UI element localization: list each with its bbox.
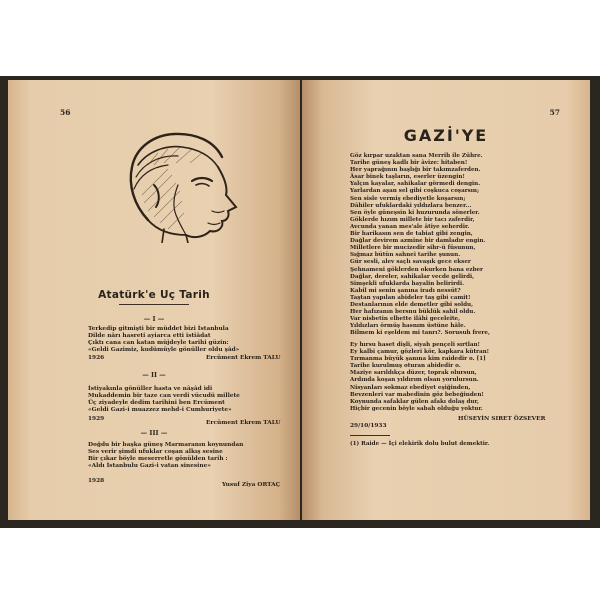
verse-line: Bir çıkar böyle meserretle gönülden tarih : (88, 456, 228, 463)
verse-line: «Aldı İstanbulu Gazi-i vatan sinesine» (88, 463, 211, 470)
year-2: 1929 (88, 416, 105, 422)
verse-line: İstiyakınla gönüller hasta ve nâşâd idi (88, 386, 213, 392)
left-page (8, 80, 300, 520)
year-1: 1926 (88, 355, 105, 361)
verse-line: Âsar binek taşların, eserler üzengin! (350, 174, 465, 181)
author-2: Ercüment Ekrem TALU (206, 420, 281, 426)
verse-line: Kabil mi senin şanına iradı nessüt? (350, 287, 461, 294)
verse-line: Terkedip gitmişti bir müddet bizi İstanbula (88, 326, 229, 332)
verse-line: Her hafızanın bersnu büklük sahil oldu. (350, 309, 476, 316)
verse-line: Ardında koşan yıldırım olsan yorulursun. (350, 377, 479, 384)
verse-line: Bilmem ki eşeldem mi tanrı?. Sorusuh frere, (350, 330, 490, 337)
verse-line: Mukaddemin bir taze can verdi vücudü millete (88, 393, 240, 400)
verse-line: Ses verir şimdi ufuklar coşan alkış sesine (88, 449, 223, 456)
verse-line: Ey hırsu haset dişli, siyah pençeli sırtlan! (350, 342, 480, 348)
poem-title-left: Atatürk'e Uç Tarih (8, 289, 300, 305)
poem-title-right: GAZİ'YE (403, 126, 489, 145)
verse-line: Ey kalbi çamur, gözleri kör, kapkara kütran! (350, 349, 490, 356)
verse-line: Göz kırpar uzaktan sana Merrih ile Zühre. (350, 153, 483, 159)
verse-line: Hiçbir gecenin böyle sabah olduğu yoktur. (350, 405, 483, 412)
verse-line: Taştan yapılan abideler taş gibi camit! (350, 294, 471, 301)
verse-line: Çıktı cana can katan müjdeyle tarihi güzin: (88, 340, 229, 347)
ataturk-portrait-icon (108, 125, 258, 243)
verse-line: Dilde nârı hasreti ayiarca etti istiâdat (88, 333, 211, 340)
verse-line: Yarlardan aşan sel gibi coşkuca coşarsın; (350, 188, 480, 195)
footnote: (1) Raide — İçi elekirik dolu bulut demektir. (350, 441, 490, 447)
poem-date: 29/10/1933 (350, 423, 387, 429)
verse-line: Her yaprağının başlığı bir takımzaferden. (350, 167, 481, 174)
verse-line: Koynunda safaklar gülen afakı dolaş dur, (350, 398, 479, 405)
verse-line: Avcunda yanan mes'ale âtiye seherdir. (350, 223, 470, 230)
verse-line: Sığmaz bütün sahnei tarihe şunun. (350, 252, 461, 259)
verse-line: Bir harikasın sen de tabiat gibi zengin, (350, 231, 473, 238)
verse-block-1 (88, 326, 300, 354)
right-page (302, 80, 590, 520)
verse-line: Sen öyle güneşsin ki huzurunda sönerler. (350, 209, 480, 216)
verse-block-3 (88, 442, 300, 470)
verse-line: Yıldızları örmüş hasnım üstüne hâle. (350, 323, 466, 330)
verse-line: Yalçın kayalar, sahikalar görmedi dengin. (350, 181, 481, 188)
verse-line: Tırmanma büyük şanına kim raidedir o. [1] (350, 356, 486, 363)
verse-line: Var nisbetin elbette ilâhi geceleite, (350, 316, 461, 323)
verse-line: Şehnameni göklerden okurken bana ezber (350, 266, 484, 273)
section-marker-3: — III — (140, 429, 168, 437)
verse-block-second (350, 342, 580, 413)
verse-line: Üç ziyadeyle dedim tarihini ben Ercüment (88, 400, 225, 407)
verse-line: Tarihe kurulmuş oturan abidedir o. (350, 363, 461, 370)
author-3: Yusuf Ziya ORTAÇ (222, 482, 281, 488)
verse-line: Sen sisle vermiş ebediyetle koşarsın; (350, 195, 466, 202)
verse-line: Milletlere bir mucizedir sihr-ü füsunun, (350, 245, 476, 252)
footnote-rule (350, 435, 390, 436)
verse-line: Dağlar devirem azmine bir damladır engin. (350, 238, 486, 245)
verse-block-2 (88, 386, 300, 414)
page-number-left: 56 (60, 108, 71, 117)
poem-author: HÜSEYİN SIRET ÖZSEVER (458, 416, 546, 422)
page-number-right: 57 (549, 108, 560, 117)
verse-line: Destanlarının elde demetler gibi soldu, (350, 301, 474, 308)
verse-line: Dâhiler ufuklardaki yıldızlara benzer... (350, 202, 472, 209)
verse-line: Dağlar, dereler, sahikalar vecde gelirdi, (350, 273, 475, 280)
verse-line: «Geldi Gazimiz, kudümüyle gönüller oldu şâd» (88, 347, 240, 354)
verse-block-main (350, 153, 580, 337)
verse-line: Doğdu bir başka güneş Marmaranın koynundan (88, 442, 244, 448)
verse-line: Göklerde hızım millete bir tacı zaferdir, (350, 216, 475, 223)
author-1: Ercüment Ekrem TALU (206, 355, 281, 361)
verse-line: Tarihe güneş kadlı bir âvize: hitaben! (350, 160, 468, 167)
verse-line: Maziye sarıldıkça düzer, toprak olursun, (350, 370, 477, 377)
section-marker-2: — II — (142, 371, 166, 379)
verse-line: Simşekli ufuklarda hayalin belirirdi. (350, 280, 465, 287)
verse-line: Bevzenleri var mabedinin göz bebeğinden! (350, 391, 484, 398)
year-3: 1928 (88, 478, 105, 484)
section-marker-1: — I — (143, 315, 165, 323)
verse-line: Nisyanları sokmaz ebediyet eşiğinden, (350, 384, 471, 391)
verse-line: «Geldi Gazi-i muazzez mehd-i Cumhuriyete» (88, 407, 232, 414)
verse-line: Gür sesli, alev saçlı savaşık gece ekser (350, 259, 471, 266)
